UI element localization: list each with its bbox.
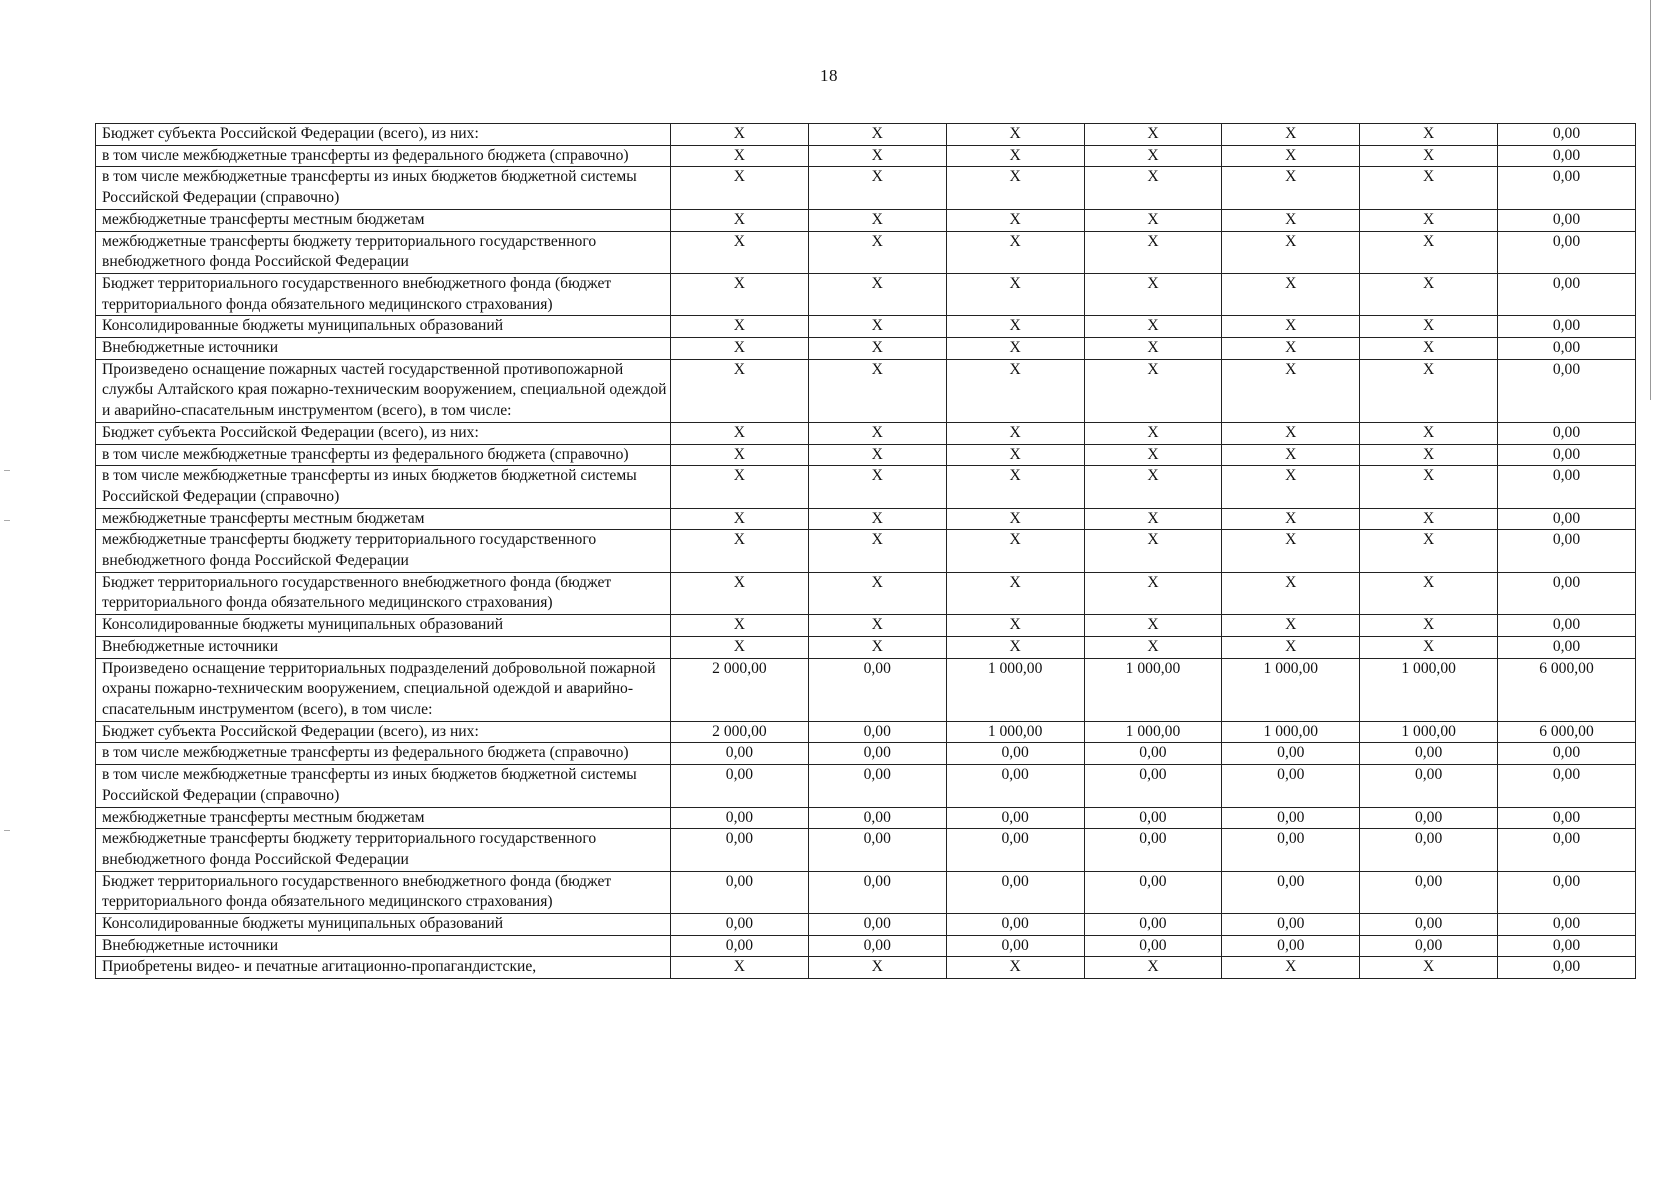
row-label: Внебюджетные источники — [96, 338, 671, 360]
row-label: Внебюджетные источники — [96, 935, 671, 957]
value-cell: X — [1222, 422, 1360, 444]
value-cell: 0,00 — [1222, 935, 1360, 957]
value-cell: X — [671, 359, 809, 422]
value-cell: 0,00 — [1360, 871, 1498, 913]
value-cell: 0,00 — [1084, 829, 1222, 871]
value-cell: X — [946, 273, 1084, 315]
value-cell: 6 000,00 — [1498, 658, 1636, 721]
table-row — [96, 530, 1636, 572]
value-cell: X — [1084, 508, 1222, 530]
value-cell: 0,00 — [946, 914, 1084, 936]
value-cell: X — [1222, 615, 1360, 637]
value-cell: X — [1084, 209, 1222, 231]
value-cell: 0,00 — [946, 935, 1084, 957]
table-row — [96, 167, 1636, 209]
value-cell: X — [1360, 957, 1498, 979]
table-row — [96, 743, 1636, 765]
value-cell: 0,00 — [1498, 572, 1636, 614]
value-cell: X — [1222, 530, 1360, 572]
value-cell: X — [808, 572, 946, 614]
table-row — [96, 765, 1636, 807]
value-cell: 0,00 — [1222, 765, 1360, 807]
value-cell: X — [1084, 615, 1222, 637]
value-cell: X — [1084, 359, 1222, 422]
row-label: Бюджет территориального государственного внебюджетного фонда (бюджет территориального фонда обязательного медицинского страхования) — [96, 871, 671, 913]
value-cell: X — [808, 422, 946, 444]
value-cell: 0,00 — [1222, 807, 1360, 829]
value-cell: X — [1084, 316, 1222, 338]
value-cell: X — [808, 508, 946, 530]
value-cell: X — [808, 316, 946, 338]
value-cell: 0,00 — [1498, 807, 1636, 829]
value-cell: 0,00 — [1498, 422, 1636, 444]
value-cell: X — [671, 615, 809, 637]
scan-edge-mark — [4, 830, 10, 831]
value-cell: X — [671, 957, 809, 979]
value-cell: X — [1222, 508, 1360, 530]
value-cell: X — [946, 316, 1084, 338]
value-cell: X — [808, 957, 946, 979]
value-cell: 1 000,00 — [946, 658, 1084, 721]
value-cell: X — [671, 209, 809, 231]
value-cell: 0,00 — [1222, 743, 1360, 765]
value-cell: 0,00 — [1498, 743, 1636, 765]
value-cell: X — [946, 466, 1084, 508]
row-label: межбюджетные трансферты бюджету территориального государственного внебюджетного фонда Российской Федерации — [96, 829, 671, 871]
value-cell: X — [671, 167, 809, 209]
value-cell: X — [1360, 572, 1498, 614]
value-cell: 0,00 — [1084, 743, 1222, 765]
value-cell: X — [671, 530, 809, 572]
value-cell: 0,00 — [671, 871, 809, 913]
value-cell: X — [808, 338, 946, 360]
value-cell: 0,00 — [808, 721, 946, 743]
value-cell: 0,00 — [1498, 316, 1636, 338]
value-cell: 0,00 — [1222, 829, 1360, 871]
value-cell: X — [1360, 530, 1498, 572]
value-cell: X — [808, 167, 946, 209]
table-row — [96, 636, 1636, 658]
value-cell: 0,00 — [808, 871, 946, 913]
value-cell: X — [1360, 124, 1498, 146]
table-row — [96, 124, 1636, 146]
value-cell: X — [808, 466, 946, 508]
value-cell: 0,00 — [1498, 124, 1636, 146]
value-cell: 0,00 — [671, 914, 809, 936]
value-cell: X — [1360, 231, 1498, 273]
value-cell: X — [1360, 145, 1498, 167]
value-cell: 1 000,00 — [1222, 658, 1360, 721]
value-cell: 0,00 — [1360, 765, 1498, 807]
value-cell: X — [808, 444, 946, 466]
value-cell: X — [946, 338, 1084, 360]
value-cell: X — [808, 636, 946, 658]
value-cell: 0,00 — [671, 743, 809, 765]
value-cell: X — [671, 273, 809, 315]
value-cell: 0,00 — [946, 871, 1084, 913]
value-cell: 0,00 — [1360, 829, 1498, 871]
value-cell: 0,00 — [1360, 914, 1498, 936]
value-cell: X — [1084, 422, 1222, 444]
value-cell: X — [946, 508, 1084, 530]
value-cell: X — [946, 145, 1084, 167]
row-label: Консолидированные бюджеты муниципальных образований — [96, 316, 671, 338]
value-cell: 0,00 — [1498, 466, 1636, 508]
value-cell: X — [808, 273, 946, 315]
value-cell: 0,00 — [1498, 957, 1636, 979]
value-cell: 0,00 — [1498, 338, 1636, 360]
value-cell: 0,00 — [1498, 871, 1636, 913]
value-cell: 0,00 — [671, 829, 809, 871]
row-label: Консолидированные бюджеты муниципальных образований — [96, 615, 671, 637]
value-cell: X — [1084, 338, 1222, 360]
row-label: Приобретены видео- и печатные агитационно-пропагандистские, — [96, 957, 671, 979]
table-row — [96, 316, 1636, 338]
table-row — [96, 829, 1636, 871]
value-cell: 1 000,00 — [1360, 658, 1498, 721]
value-cell: X — [1360, 167, 1498, 209]
value-cell: X — [671, 124, 809, 146]
value-cell: 0,00 — [946, 807, 1084, 829]
value-cell: X — [808, 231, 946, 273]
value-cell: 0,00 — [1498, 829, 1636, 871]
table-row — [96, 914, 1636, 936]
value-cell: X — [671, 444, 809, 466]
value-cell: X — [1222, 316, 1360, 338]
value-cell: X — [1360, 508, 1498, 530]
row-label: Бюджет территориального государственного внебюджетного фонда (бюджет территориального фонда обязательного медицинского страхования) — [96, 572, 671, 614]
value-cell: 0,00 — [671, 765, 809, 807]
value-cell: 0,00 — [1498, 765, 1636, 807]
value-cell: 0,00 — [808, 658, 946, 721]
table-row — [96, 935, 1636, 957]
value-cell: 0,00 — [1222, 914, 1360, 936]
value-cell: 0,00 — [1498, 167, 1636, 209]
value-cell: X — [1084, 273, 1222, 315]
value-cell: X — [808, 359, 946, 422]
row-label: в том числе межбюджетные трансферты из федерального бюджета (справочно) — [96, 444, 671, 466]
value-cell: X — [1084, 167, 1222, 209]
row-label: Произведено оснащение пожарных частей государственной противопожарной службы Алтайского края пожарно-техническим вооружением, специальной одеждой и аварийно-спасательным инструментом (всего), в том числе: — [96, 359, 671, 422]
table-row — [96, 572, 1636, 614]
row-label: межбюджетные трансферты местным бюджетам — [96, 807, 671, 829]
value-cell: X — [1084, 530, 1222, 572]
value-cell: X — [1360, 338, 1498, 360]
value-cell: 0,00 — [1084, 914, 1222, 936]
value-cell: 0,00 — [1498, 145, 1636, 167]
value-cell: X — [808, 530, 946, 572]
value-cell: 0,00 — [1498, 209, 1636, 231]
value-cell: X — [1360, 359, 1498, 422]
value-cell: X — [1222, 444, 1360, 466]
value-cell: 0,00 — [946, 765, 1084, 807]
value-cell: 0,00 — [1498, 508, 1636, 530]
table-row — [96, 145, 1636, 167]
value-cell: X — [671, 508, 809, 530]
value-cell: X — [946, 124, 1084, 146]
value-cell: X — [1084, 572, 1222, 614]
value-cell: X — [1222, 167, 1360, 209]
value-cell: X — [1222, 124, 1360, 146]
row-label: Консолидированные бюджеты муниципальных образований — [96, 914, 671, 936]
row-label: в том числе межбюджетные трансферты из федерального бюджета (справочно) — [96, 743, 671, 765]
value-cell: X — [946, 231, 1084, 273]
value-cell: 0,00 — [1498, 273, 1636, 315]
value-cell: X — [946, 359, 1084, 422]
value-cell: X — [1222, 359, 1360, 422]
value-cell: X — [1222, 231, 1360, 273]
scan-edge-mark — [4, 520, 10, 521]
table-row — [96, 871, 1636, 913]
value-cell: 6 000,00 — [1498, 721, 1636, 743]
value-cell: 0,00 — [808, 829, 946, 871]
value-cell: 0,00 — [808, 935, 946, 957]
value-cell: X — [1360, 316, 1498, 338]
value-cell: X — [1360, 444, 1498, 466]
budget-table-body — [96, 124, 1636, 979]
value-cell: X — [1222, 636, 1360, 658]
value-cell: 0,00 — [1360, 807, 1498, 829]
value-cell: 1 000,00 — [1222, 721, 1360, 743]
value-cell: X — [1222, 572, 1360, 614]
value-cell: X — [1360, 209, 1498, 231]
value-cell: 0,00 — [1360, 743, 1498, 765]
table-row — [96, 444, 1636, 466]
value-cell: 0,00 — [1498, 914, 1636, 936]
budget-table — [95, 123, 1636, 979]
value-cell: 0,00 — [1498, 530, 1636, 572]
table-row — [96, 957, 1636, 979]
value-cell: X — [671, 316, 809, 338]
value-cell: 0,00 — [1084, 935, 1222, 957]
value-cell: X — [1084, 444, 1222, 466]
value-cell: X — [1084, 466, 1222, 508]
value-cell: X — [1222, 209, 1360, 231]
value-cell: X — [1084, 231, 1222, 273]
value-cell: 0,00 — [808, 765, 946, 807]
value-cell: X — [1222, 466, 1360, 508]
value-cell: 0,00 — [808, 807, 946, 829]
value-cell: X — [1360, 422, 1498, 444]
row-label: межбюджетные трансферты бюджету территориального государственного внебюджетного фонда Российской Федерации — [96, 530, 671, 572]
value-cell: 1 000,00 — [1360, 721, 1498, 743]
value-cell: 0,00 — [808, 914, 946, 936]
value-cell: X — [1084, 145, 1222, 167]
value-cell: X — [808, 615, 946, 637]
value-cell: X — [946, 167, 1084, 209]
value-cell: X — [671, 231, 809, 273]
row-label: Бюджет территориального государственного внебюджетного фонда (бюджет территориального фонда обязательного медицинского страхования) — [96, 273, 671, 315]
value-cell: X — [671, 145, 809, 167]
table-row — [96, 615, 1636, 637]
scan-edge-mark — [4, 470, 10, 471]
value-cell: 1 000,00 — [1084, 721, 1222, 743]
value-cell: 0,00 — [1084, 807, 1222, 829]
value-cell: 0,00 — [1360, 935, 1498, 957]
row-label: в том числе межбюджетные трансферты из иных бюджетов бюджетной системы Российской Федерации (справочно) — [96, 466, 671, 508]
value-cell: X — [946, 957, 1084, 979]
row-label: Произведено оснащение территориальных подразделений добровольной пожарной охраны пожарно-техническим вооружением, специальной одеждой и аварийно-спасательным инструментом (всего), в том числе: — [96, 658, 671, 721]
value-cell: 0,00 — [1498, 615, 1636, 637]
value-cell: 0,00 — [1498, 444, 1636, 466]
table-row — [96, 422, 1636, 444]
value-cell: 2 000,00 — [671, 721, 809, 743]
value-cell: X — [1084, 124, 1222, 146]
table-row — [96, 508, 1636, 530]
value-cell: 0,00 — [808, 743, 946, 765]
row-label: Бюджет субъекта Российской Федерации (всего), из них: — [96, 422, 671, 444]
value-cell: 0,00 — [1084, 871, 1222, 913]
value-cell: 0,00 — [671, 935, 809, 957]
value-cell: X — [1360, 636, 1498, 658]
value-cell: 0,00 — [671, 807, 809, 829]
value-cell: X — [671, 572, 809, 614]
table-row — [96, 273, 1636, 315]
value-cell: X — [671, 422, 809, 444]
table-row — [96, 209, 1636, 231]
value-cell: X — [808, 145, 946, 167]
value-cell: 0,00 — [1498, 359, 1636, 422]
row-label: межбюджетные трансферты местным бюджетам — [96, 508, 671, 530]
value-cell: X — [946, 422, 1084, 444]
value-cell: X — [1360, 615, 1498, 637]
row-label: в том числе межбюджетные трансферты из федерального бюджета (справочно) — [96, 145, 671, 167]
value-cell: X — [946, 636, 1084, 658]
table-row — [96, 658, 1636, 721]
value-cell: 0,00 — [1084, 765, 1222, 807]
row-label: в том числе межбюджетные трансферты из иных бюджетов бюджетной системы Российской Федерации (справочно) — [96, 765, 671, 807]
value-cell: X — [946, 615, 1084, 637]
table-row — [96, 721, 1636, 743]
value-cell: 0,00 — [1498, 636, 1636, 658]
row-label: Бюджет субъекта Российской Федерации (всего), из них: — [96, 124, 671, 146]
table-row — [96, 338, 1636, 360]
value-cell: X — [671, 338, 809, 360]
value-cell: X — [1222, 273, 1360, 315]
value-cell: X — [808, 209, 946, 231]
value-cell: X — [671, 636, 809, 658]
value-cell: X — [1222, 338, 1360, 360]
value-cell: X — [1360, 273, 1498, 315]
row-label: межбюджетные трансферты бюджету территориального государственного внебюджетного фонда Российской Федерации — [96, 231, 671, 273]
value-cell: X — [946, 530, 1084, 572]
value-cell: X — [1084, 636, 1222, 658]
value-cell: 0,00 — [946, 743, 1084, 765]
value-cell: X — [946, 572, 1084, 614]
value-cell: 1 000,00 — [1084, 658, 1222, 721]
table-row — [96, 466, 1636, 508]
value-cell: X — [1222, 145, 1360, 167]
value-cell: X — [671, 466, 809, 508]
row-label: в том числе межбюджетные трансферты из иных бюджетов бюджетной системы Российской Федерации (справочно) — [96, 167, 671, 209]
value-cell: 0,00 — [1222, 871, 1360, 913]
page-number: 18 — [820, 66, 838, 85]
row-label: Бюджет субъекта Российской Федерации (всего), из них: — [96, 721, 671, 743]
value-cell: X — [946, 209, 1084, 231]
value-cell: 0,00 — [1498, 935, 1636, 957]
value-cell: 0,00 — [1498, 231, 1636, 273]
value-cell: 2 000,00 — [671, 658, 809, 721]
table-row — [96, 231, 1636, 273]
value-cell: X — [808, 124, 946, 146]
row-label: межбюджетные трансферты местным бюджетам — [96, 209, 671, 231]
value-cell: X — [1222, 957, 1360, 979]
value-cell: 0,00 — [946, 829, 1084, 871]
value-cell: X — [1360, 466, 1498, 508]
table-row — [96, 359, 1636, 422]
row-label: Внебюджетные источники — [96, 636, 671, 658]
table-row — [96, 807, 1636, 829]
value-cell: X — [946, 444, 1084, 466]
value-cell: X — [1084, 957, 1222, 979]
scan-edge-mark — [1650, 0, 1651, 400]
value-cell: 1 000,00 — [946, 721, 1084, 743]
